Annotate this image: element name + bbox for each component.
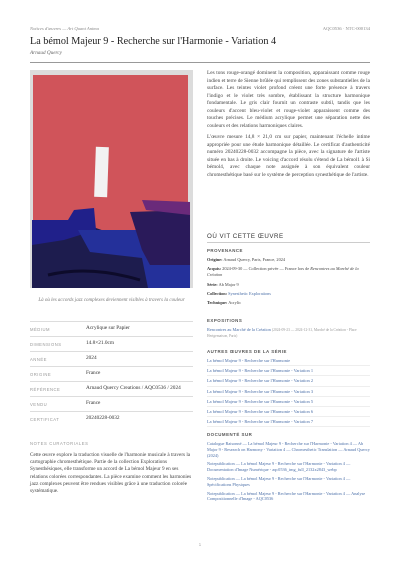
document-link[interactable]: Notepublication — La bémol Majeur 9 - Recherche sur l'Harmonie - Variation 4 — Documentation d'Image Numérique - aqc0536_img_full_2132x2843_webp — [207, 461, 351, 473]
series-link[interactable]: La bémol Majeur 9 - Recherche sur l'Harmonie - Variation 3 — [207, 387, 370, 397]
series-value: Ab Major 9 — [218, 281, 239, 287]
expositions-heading: EXPOSITIONS — [207, 318, 243, 323]
provenance-acquired — [207, 266, 370, 278]
spec-row-sold — [30, 396, 193, 411]
breadcrumb[interactable]: Notices d'œuvres — Art Quant Anima — [30, 26, 99, 31]
spec-value: Arnaud Quercy Creations / AQC0536 / 2024 — [86, 384, 181, 391]
painting-white-stroke — [94, 147, 109, 197]
series-link[interactable]: La bémol Majeur 9 - Recherche sur l'Harmonie - Variation 7 — [207, 417, 370, 427]
technique-value: Acrylic — [228, 300, 242, 306]
spec-row-reference — [30, 381, 193, 396]
spec-row-year — [30, 351, 193, 366]
notes-text: Cette œuvre explore la traduction visuelle de l'harmonie musicale à travers la cartographie chromesthétique. Partie de la collection Explorations Synesthésiques, elle transforme un accord de La bémol Majeur 9 en ses relations colorées correspondantes. La pièce examine comment les harmonies jazz complexes peuvent être rendues visibles grâce à une traduction colorée systématique. — [30, 452, 192, 495]
spec-key: DIMENSIONS — [30, 341, 62, 347]
divider — [30, 62, 370, 63]
artist-name: Arnaud Quercy — [30, 50, 62, 56]
exposition-detail: (2024-09-23 — 2024-12-31, Marché de la Création - Place Hertgemaison, Paris) — [207, 328, 357, 339]
description-paragraph: Les tons rouge-orangé dominent la composition, apparaissant comme rouge indien et terre de Sienne brûlée qui remplissent des zones substantielles de la surface. Les teintes violet profond créent une forte présence à travers l'indigo et le violet très sombre, établissant la structure harmonique fondamentale. Le gris clair fournit un contraste subtil, tandis que les couleurs d'accent bleu-violet et rouge-violet apparaissent comme des touches précises. Le médium acrylique permet une séparation nette des couleurs et des relations harmoniques claires. — [207, 70, 370, 129]
spec-row-origin — [30, 366, 193, 381]
spec-value: France — [86, 399, 101, 406]
provenance-collection — [207, 291, 370, 297]
acquired-event: Rencontres au Marché de la Création — [207, 266, 359, 278]
artwork-caption: Là où les accords jazz complexes deviennent visibles à travers la couleur — [38, 298, 185, 303]
series-link[interactable]: La bémol Majeur 9 - Recherche sur l'Harmonie - Variation 2 — [207, 376, 370, 386]
spec-key: MÉDIUM — [30, 326, 50, 332]
spec-key: ANNÉE — [30, 356, 47, 362]
document-link[interactable]: Notepublication — La bémol Majeur 9 - Recherche sur l'Harmonie - Variation 4 — Spécifications Physiques — [207, 475, 351, 487]
artwork-image[interactable] — [30, 70, 193, 288]
spec-key: ORIGINE — [30, 371, 52, 377]
divider — [207, 242, 370, 243]
where-heading: OÙ VIT CETTE ŒUVRE — [207, 233, 284, 240]
series-link[interactable]: La bémol Majeur 9 - Recherche sur l'Harmonie - Variation 5 — [207, 397, 370, 407]
document-link[interactable]: Catalogue Raisonné — La bémol Majeur 9 - Recherche sur l'Harmonie - Variation 4 — Ab Major 9 - Research on Harmony - Variation 4 — Chromesthetic Translation — Arnaud Quercy (2024) — [207, 441, 370, 458]
collection-label: Collection: — [207, 290, 228, 296]
expositions-section — [207, 318, 370, 339]
spec-key: CERTIFICAT — [30, 416, 60, 422]
series-heading: AUTRES ŒUVRES DE LA SÉRIE — [207, 349, 287, 354]
artwork-painting-svg — [30, 70, 193, 288]
exposition-item[interactable] — [207, 327, 370, 339]
artwork-description — [207, 70, 370, 183]
provenance-origin — [207, 257, 370, 263]
painting-top-band — [30, 70, 193, 75]
acquired-label: Acquis: — [207, 266, 222, 272]
acquired-value: 2024-09-30 — Collection privée — France lors de — [222, 266, 310, 272]
specs-table — [30, 321, 193, 426]
provenance-section — [207, 248, 370, 306]
spec-key: RÉFÉRENCE — [30, 386, 61, 392]
origin-label: Origine: — [207, 257, 223, 262]
spec-value: France — [86, 369, 101, 376]
spec-value: 14.8×21.0cm — [86, 339, 114, 346]
provenance-technique — [207, 300, 370, 306]
reference-code: AQC0536 · NTC-000134 — [322, 26, 370, 31]
exposition-link[interactable]: Rencontres au Marché de la Création — [207, 327, 271, 332]
series-label: Série: — [207, 281, 218, 287]
spec-row-certificate — [30, 411, 193, 426]
provenance-series — [207, 282, 370, 288]
series-section — [207, 349, 370, 427]
provenance-heading: PROVENANCE — [207, 248, 243, 253]
documents-heading: DOCUMENTÉ SUR — [207, 432, 253, 437]
document-link[interactable]: Notepublication — La bémol Majeur 9 - Recherche sur l'Harmonie - Variation 4 — Analyse Compositionnelle d'Image - AQC0536 — [207, 490, 366, 502]
origin-value: Arnaud Quercy, Paris, France, 2024 — [223, 257, 286, 262]
spec-value: 20240228-0032 — [86, 414, 120, 421]
spec-value: Acrylique sur Papier — [86, 324, 130, 331]
collection-link[interactable]: Synesthetic Explorations — [228, 290, 271, 296]
series-link[interactable]: La bémol Majeur 9 - Recherche sur l'Harmonie - Variation 1 — [207, 366, 370, 376]
spec-key: VENDU — [30, 401, 48, 407]
page-title: La bémol Majeur 9 - Recherche sur l'Harmonie - Variation 4 — [30, 36, 277, 47]
series-link[interactable]: La bémol Majeur 9 - Recherche sur l'Harmonie — [207, 356, 370, 366]
notes-heading: NOTES CURATORIALES — [30, 441, 89, 446]
series-link[interactable]: La bémol Majeur 9 - Recherche sur l'Harmonie - Variation 6 — [207, 407, 370, 417]
page-number: 1 — [198, 542, 202, 547]
description-paragraph: L'œuvre mesure 14,8 × 21,0 cm sur papier, maintenant l'échelle intime appropriée pour une étude harmonique détaillée. Le certificat d'authenticité numéro 20240228-0032 accompagne la pièce, avec la signature de l'artiste située en bas à droite. Le voicing d'accord résolu s'étend de La bémol1 à Si bémol4, avec chaque note assignée à son équivalent couleur chromesthétique basé sur le système de perception synesthétique de l'artiste. — [207, 134, 370, 178]
spec-row-medium — [30, 321, 193, 336]
spec-value: 2024 — [86, 354, 97, 361]
documents-section — [207, 432, 370, 505]
spec-row-dimensions — [30, 336, 193, 351]
topbar — [30, 26, 370, 34]
technique-label: Technique: — [207, 300, 228, 306]
